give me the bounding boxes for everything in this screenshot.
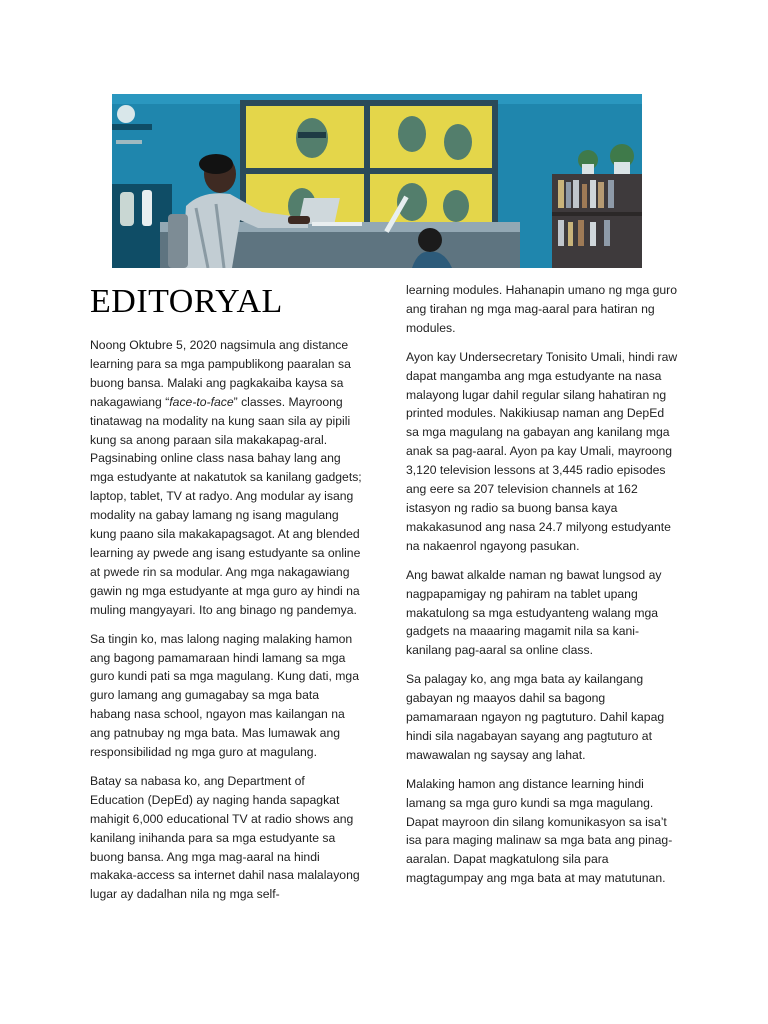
distance-learning-illustration <box>112 94 642 268</box>
paragraph-1-text-start: Noong Oktubre 5, 2020 nagsimula ang distance learning para sa mga pampublikong paaralan sa buong bansa. Malaki ang pagkakaiba kaysa sa nakagawiang “ <box>90 338 351 409</box>
header-illustration <box>112 94 642 268</box>
article-column-left <box>90 282 362 914</box>
paragraph-5: Ayon kay Undersecretary Tonisito Umali, hindi raw dapat mangamba ang mga estudyante na nasa malayong lugar dahil regular silang hahatiran ng printed modules. Nakikiusap naman ang DepEd sa mga magulang na gabayan ang kanilang mga anak sa pag-aaral. Ayon pa kay Umali, mayroong 3,120 television lessons at 3,445 radio episodes ang eere sa 207 television channels at 162 istasyon ng radio sa buong bansa kaya makakasunod ang nasa 24.7 milyong estudyante na nakaenrol ngayong pasukan. <box>406 349 678 553</box>
article-title: EDITORYAL <box>90 283 283 320</box>
paragraph-1-emphasis: face-to-face <box>169 394 234 409</box>
paragraph-7: Sa palagay ko, ang mga bata ay kailangang gabayan ng maayos dahil sa bagong pamamaraan ngayon ng pagtuturo. Dahil kapag hindi sila nagabayan sayang ang pagtuturo at mawawalan ng saysay ang lahat. <box>406 672 665 762</box>
paragraph-8: Malaking hamon ang distance learning hindi lamang sa mga guro kundi sa mga magulang. Dapat mayroon din silang komunikasyon sa isa’t isa para maging malinaw sa mga bata ang pinag-aaralan. Dapat magkatulong sila para magtagumpay ang mga bata at may matutunan. <box>406 776 673 886</box>
paragraph-6: Ang bawat alkalde naman ng bawat lungsod ay nagpapamigay ng pahiram na tablet upang makatulong sa mga estudyanteng walang mga gadgets na maaaring magamit nila sa kani-kanilang pag-aaral sa online class. <box>406 567 662 658</box>
article-column-right <box>406 282 678 898</box>
paragraph-2: Sa tingin ko, mas lalong naging malaking hamon ang bagong pamamaraan hindi lamang sa mga guro kundi pati sa mga magulang. Kung dati, mga guro lamang ang gumagabay sa mga bata habang nasa school, ngayon mas kailangan na ang patnubay ng mga bata. Mas lumawak ang responsibilidad ng mga guro at magulang. <box>90 631 359 760</box>
paragraph-1 <box>90 336 362 620</box>
paragraph-1-text-end: ” classes. Mayroong tinatawag na modality na kung saan sila ay pipili kung sa anong paraan sila makakapag-aral. Pagsinabing online class nasa bahay lang ang mga estudyante at nakatutok sa kanilang gadgets; laptop, tablet, TV at radyo. Ang modular ay isang modality na gabay lamang ng isang magulang kung paano sila makakapagsagot. At ang blended learning ay pwede ang isang estudyante sa online at pwede rin sa modular. Ang mga nakagawiang gawin ng mga estudyante at mga guro ay hindi na muling mangyayari. Ito ang binago ng pandemya. <box>90 394 362 617</box>
paragraph-4: learning modules. Hahanapin umano ng mga guro ang tirahan ng mga mag-aaral para hatiran ng modules. <box>406 283 678 335</box>
paragraph-3: Batay sa nabasa ko, ang Department of Education (DepEd) ay naging handa sapagkat mahigit 6,000 educational TV at radio shows ang kanilang inihanda para sa mga estudyante sa buong bansa. Ang mga mag-aaral na hindi makaka-access sa internet dahil nasa malalayong lugar ay dadalhan nila ng mga self- <box>90 773 360 902</box>
